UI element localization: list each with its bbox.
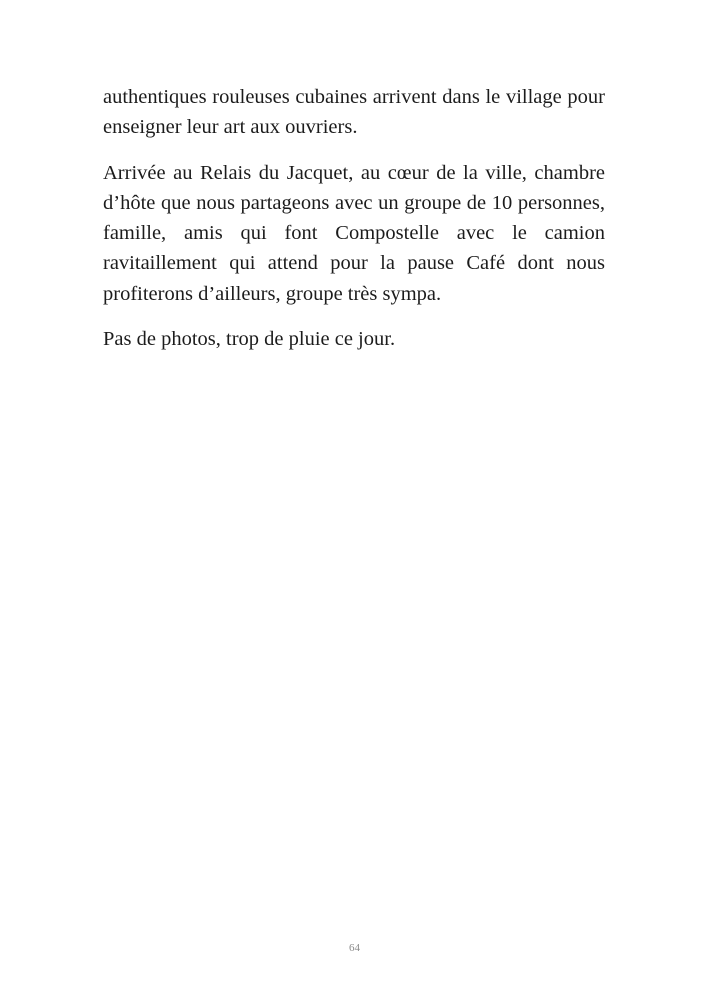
paragraph-3: Pas de photos, trop de pluie ce jour. bbox=[103, 328, 396, 351]
body-text bbox=[103, 82, 605, 369]
paragraph-2: Arrivée au Relais du Jacquet, au cœur de la ville, chambre d’hôte que nous partageons avec un groupe de 10 personnes, famille, amis qui font Compostelle avec le camion ravitaillement qui attend pour la pause Café dont nous profiterons d’ailleurs, groupe très sympa. bbox=[103, 161, 605, 305]
page-number: 64 bbox=[349, 942, 360, 954]
paragraph-1: authentiques rouleuses cubaines arrivent dans le village pour enseigner leur art aux ouvriers. bbox=[103, 86, 605, 139]
